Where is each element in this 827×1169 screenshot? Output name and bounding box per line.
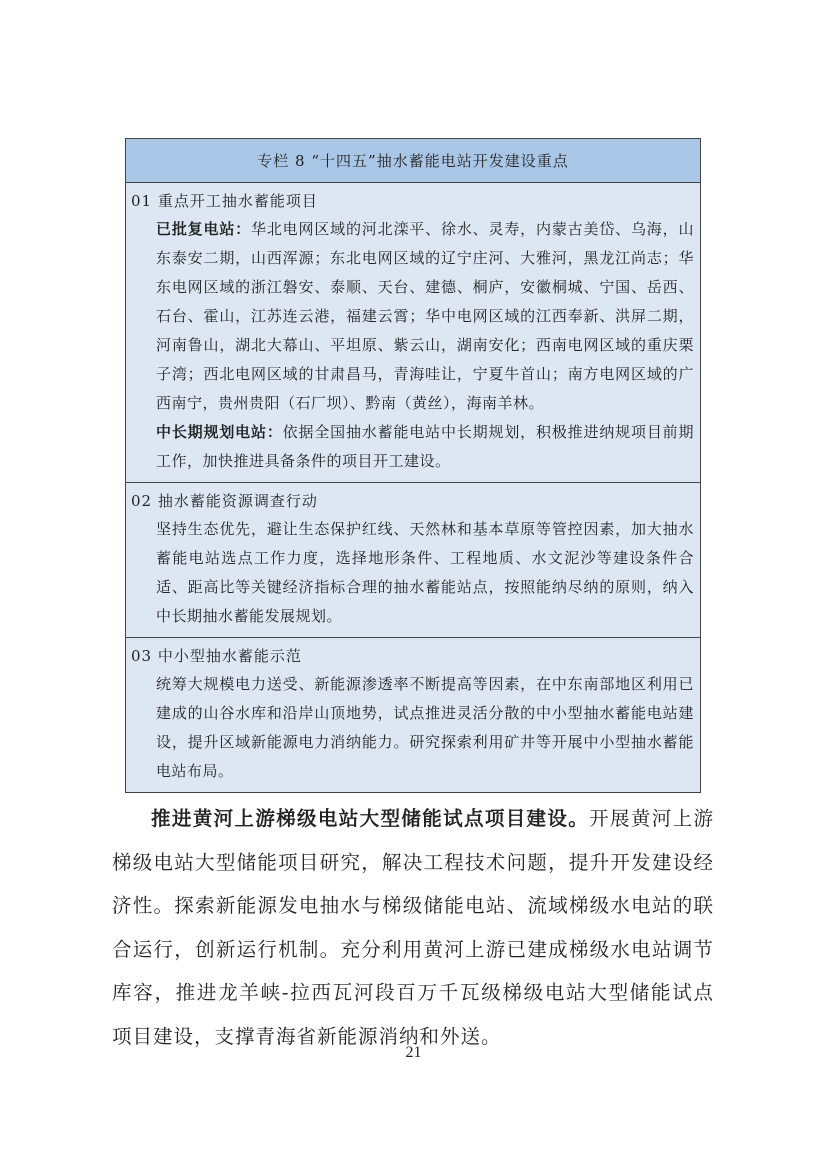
section-paragraph: 坚持生态优先，避让生态保护红线、天然林和基本草原等管控因素，加大抽水蓄能电站选点工作力度，选择地形条件、工程地质、水文泥沙等建设条件合适、距高比等关键经济指标合理的抽水蓄能站点，按照能纳尽纳的原则，纳入中长期抽水蓄能发展规划。 — [156, 520, 694, 625]
section-small-medium-demo — [126, 637, 700, 792]
section-resource-survey — [126, 482, 700, 637]
section-title: 02 抽水蓄能资源调查行动 — [131, 492, 318, 510]
paragraph-lead: 中长期规划电站： — [156, 423, 283, 441]
section-title: 01 重点开工抽水蓄能项目 — [131, 192, 318, 210]
body-paragraph — [112, 797, 714, 1058]
feature-box-title: 专栏 8 “十四五”抽水蓄能电站开发建设重点 — [126, 139, 700, 183]
feature-box — [125, 138, 701, 793]
paragraph-text: 依据全国抽水蓄能电站中长期规划，积极推进纳规项目前期工作，加快推进具备条件的项目开工建设。 — [156, 423, 694, 470]
paragraph-text: 华北电网区域的河北滦平、徐水、灵寿，内蒙古美岱、乌海，山东泰安二期，山西浑源；东北电网区域的辽宁庄河、大雅河，黑龙江尚志；华东电网区域的浙江磐安、泰顺、天台、建德、桐庐，安徽桐城、宁国、岳西、石台、霍山，江苏连云港，福建云霄；华中电网区域的江西奉新、洪屏二期，河南鲁山，湖北大幕山、平坦原、紫云山，湖南安化；西南电网区域的重庆栗子湾；西北电网区域的甘肃昌马，青海哇让，宁夏牛首山；南方电网区域的广西南宁，贵州贵阳（石厂坝）、黔南（黄丝），海南羊林。 — [156, 220, 694, 412]
page-number: 21 — [405, 1044, 422, 1061]
section-key-projects — [126, 183, 700, 482]
long-term-stations-paragraph — [126, 418, 700, 476]
approved-stations-paragraph — [126, 215, 700, 418]
paragraph-lead: 已批复电站： — [156, 220, 251, 238]
section-paragraph: 统筹大规模电力送受、新能源渗透率不断提高等因素，在中东南部地区利用已建成的山谷水库和沿岸山顶地势，试点推进灵活分散的中小型抽水蓄能电站建设，提升区域新能源电力消纳能力。研究探索利用矿井等开展中小型抽水蓄能电站布局。 — [156, 675, 694, 780]
body-lead-sentence: 推进黄河上游梯级电站大型储能试点项目建设。 — [151, 807, 590, 830]
body-text: 开展黄河上游梯级电站大型储能项目研究，解决工程技术问题，提升开发建设经济性。探索新能源发电抽水与梯级储能电站、流域梯级水电站的联合运行，创新运行机制。充分利用黄河上游已建成梯级水电站调节库容，推进龙羊峡-拉西瓦河段百万千瓦级梯级电站大型储能试点项目建设，支撑青海省新能源消纳和外送。 — [112, 807, 714, 1048]
section-title: 03 中小型抽水蓄能示范 — [131, 647, 302, 665]
